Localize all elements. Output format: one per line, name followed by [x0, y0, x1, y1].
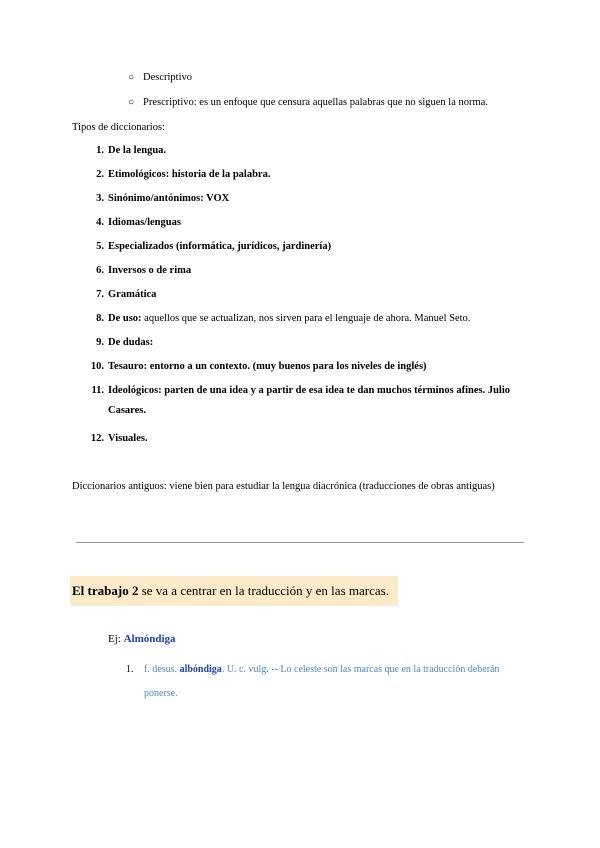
- ancient-dictionaries-text: Diccionarios antiguos: viene bien para estudiar la lengua diacrónica (traducciones de obras antiguas): [72, 481, 495, 492]
- horizontal-divider: [76, 542, 524, 543]
- circle-bullet-icon: ○: [128, 72, 135, 83]
- example-word-link[interactable]: Almóndiga: [123, 633, 176, 645]
- example-line: Ej: Almóndiga: [108, 633, 176, 645]
- bullet-text: Prescriptivo: es un enfoque que censura aquellas palabras que no siguen la norma.: [143, 97, 488, 108]
- circle-bullet-icon: ○: [128, 97, 135, 108]
- highlight-bold: El trabajo 2: [72, 583, 139, 598]
- example-headword: albóndiga: [179, 664, 222, 675]
- highlight-text: El trabajo 2 se va a centrar en la traducción y en las marcas.: [72, 583, 389, 598]
- types-heading: Tipos de diccionarios:: [72, 122, 165, 133]
- bullet-text: Descriptivo: [143, 72, 192, 83]
